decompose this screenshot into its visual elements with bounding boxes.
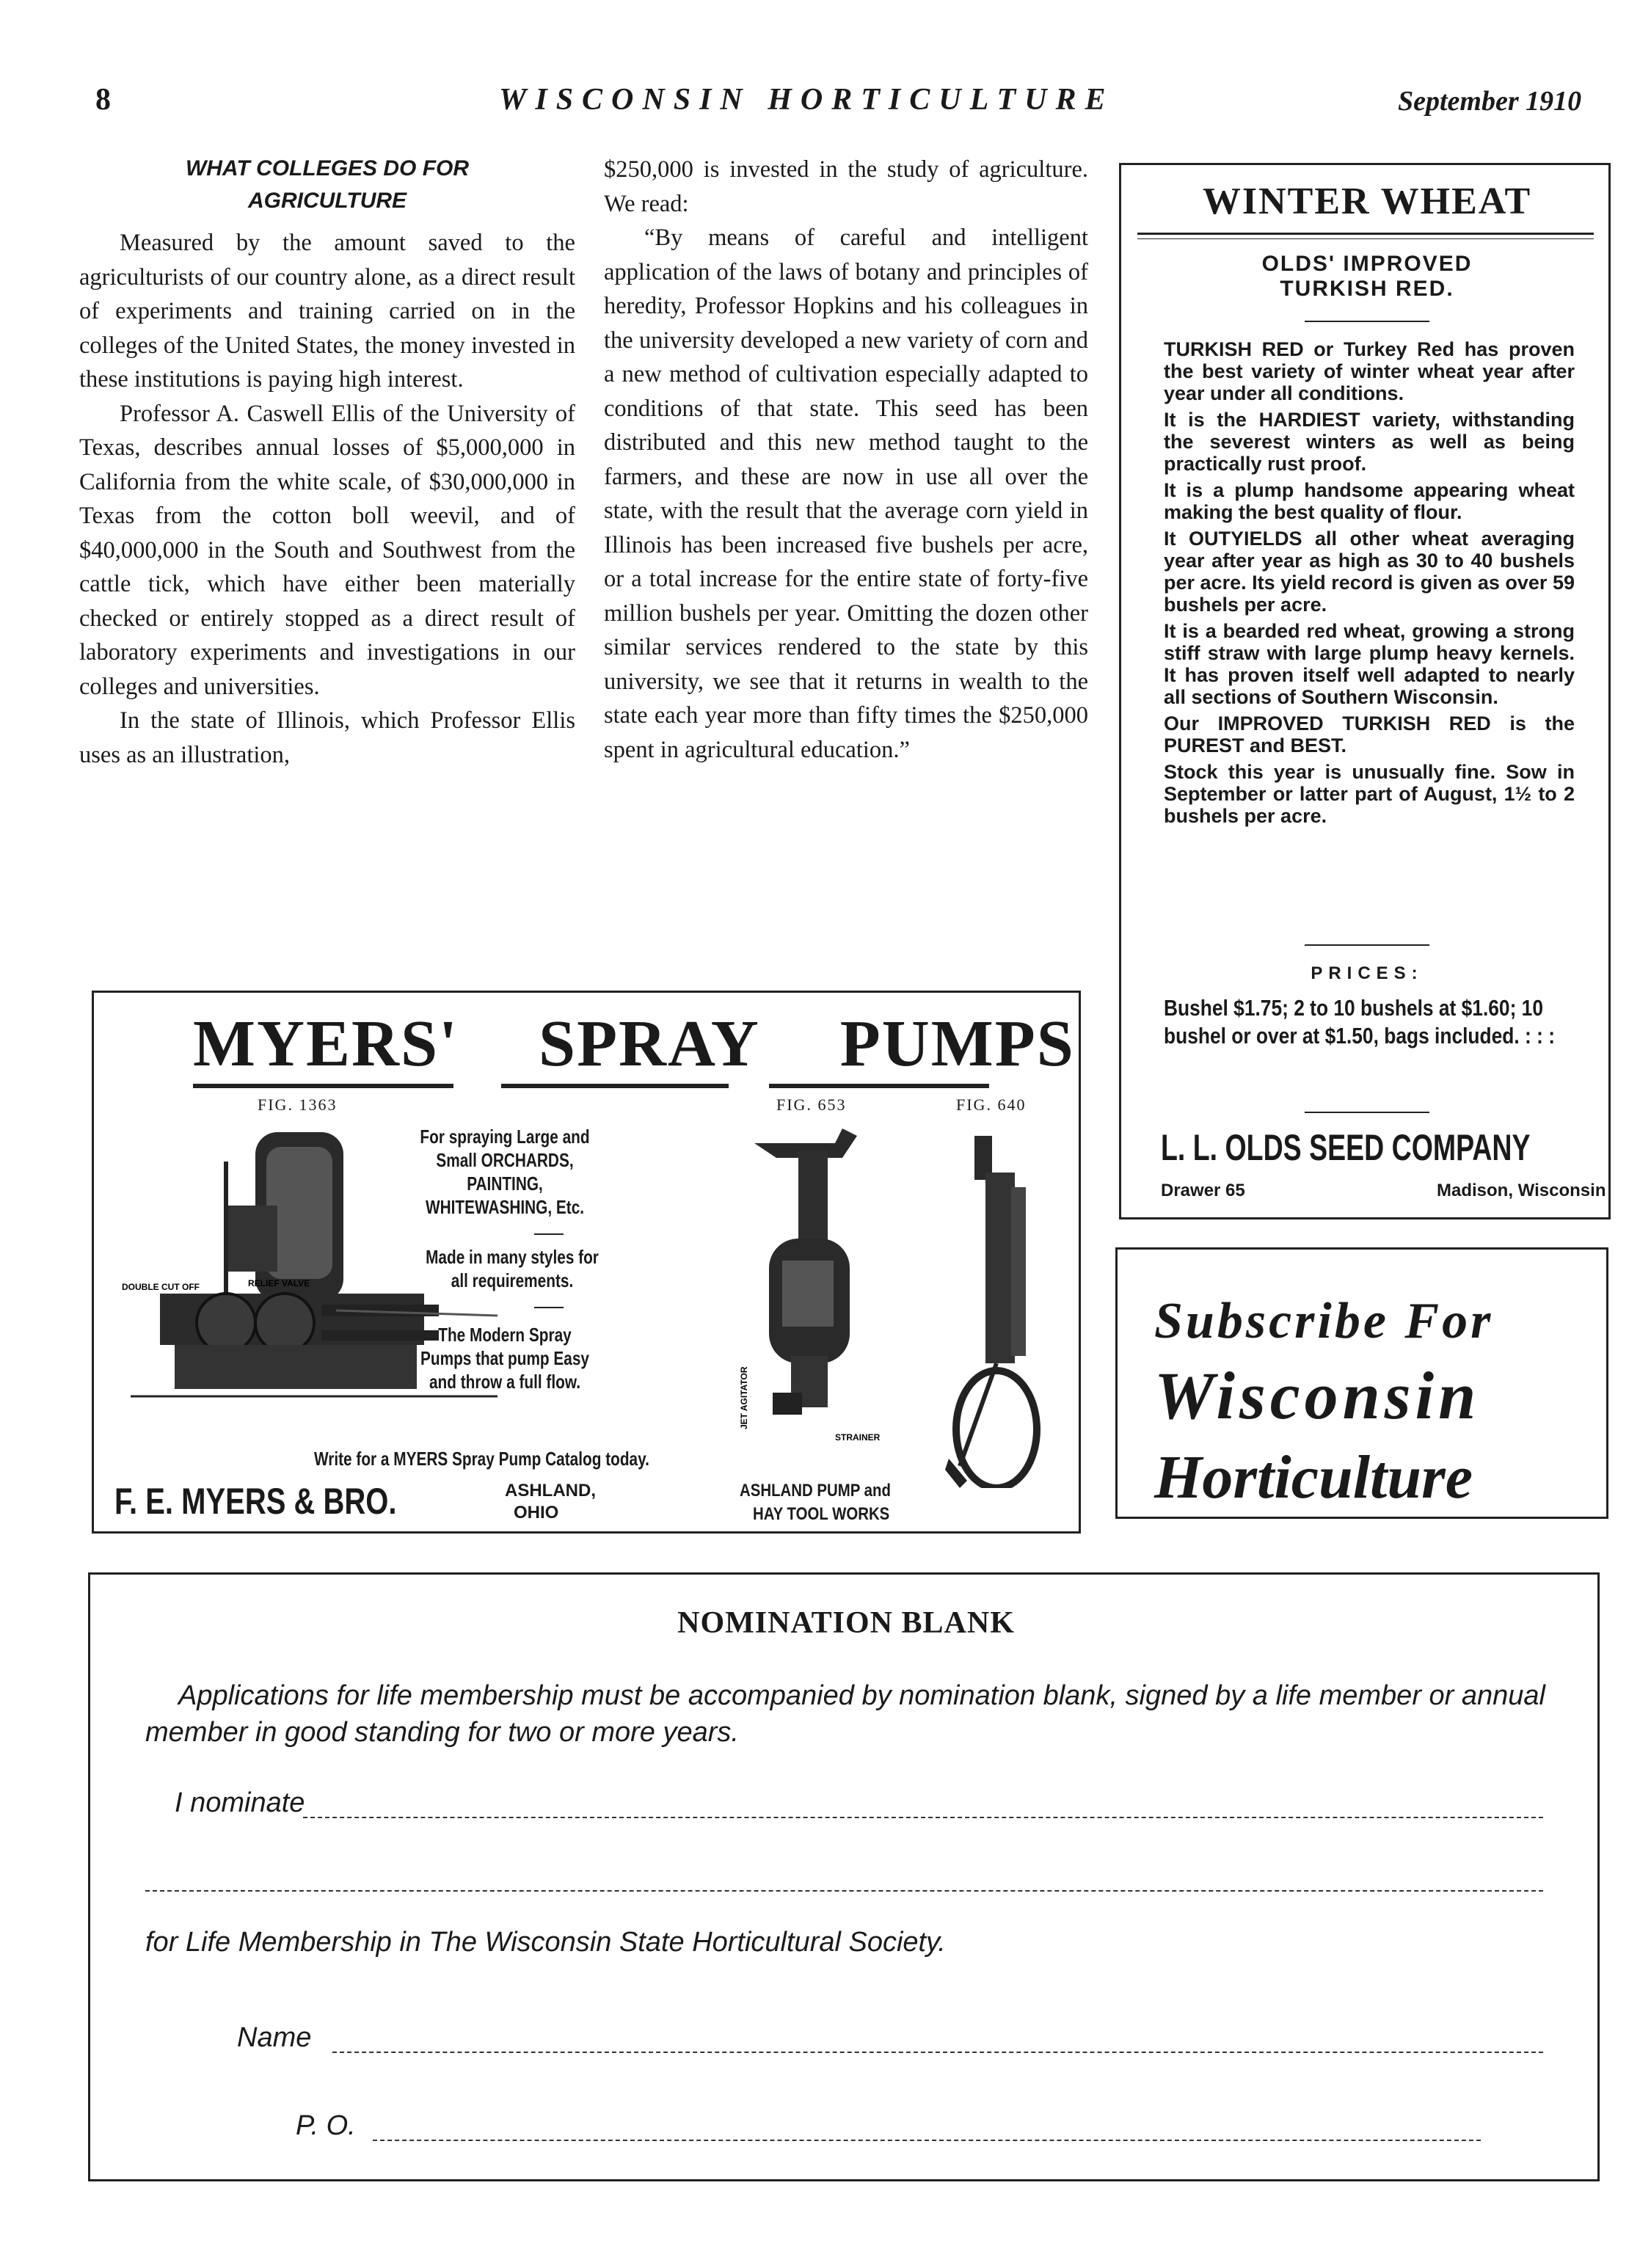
double-cutoff-label: DOUBLE CUT OFF bbox=[122, 1282, 200, 1292]
divider bbox=[1137, 233, 1594, 235]
article-heading-line: AGRICULTURE bbox=[247, 189, 407, 213]
subscribe-line: Wisconsin bbox=[1154, 1358, 1481, 1433]
subscribe-line: Subscribe For bbox=[1154, 1293, 1494, 1349]
jet-agitator-label: JET AGITATOR bbox=[739, 1366, 749, 1429]
myers-copy: Made in many styles for all requirements. bbox=[426, 1246, 599, 1291]
divider bbox=[193, 1084, 453, 1088]
article-paragraph: In the state of Illinois, which Professor Ellis uses as an illustration, bbox=[79, 707, 575, 768]
article-heading bbox=[79, 153, 575, 217]
divider bbox=[1305, 321, 1429, 322]
po-field[interactable] bbox=[373, 2140, 1481, 2141]
divider bbox=[534, 1307, 564, 1308]
figure-label: FIG. 640 bbox=[956, 1095, 1027, 1114]
issue-date: September 1910 bbox=[1398, 86, 1582, 117]
divider bbox=[534, 1233, 564, 1235]
strainer-label: STRAINER bbox=[835, 1432, 881, 1443]
subscribe-ad bbox=[1115, 1247, 1608, 1519]
prices-text: Bushel $1.75; 2 to 10 bushels at $1.60; 10 bushel or over at $1.50, bags included. : : : bbox=[1164, 995, 1555, 1049]
name-field[interactable] bbox=[332, 2052, 1543, 2053]
divider bbox=[1137, 238, 1594, 239]
divider bbox=[769, 1084, 989, 1088]
article-column-middle bbox=[604, 153, 1088, 767]
wheat-subtitle-line: TURKISH RED. bbox=[1280, 277, 1454, 301]
wheat-paragraph: It is a bearded red wheat, growing a strong stiff straw with large plump heavy kernels. It has proven itself well adapted to nearly all sections of Southern Wisconsin. bbox=[1164, 620, 1575, 708]
figure-label: FIG. 1363 bbox=[258, 1095, 338, 1114]
nomination-description: Applications for life membership must be accompanied by nomination blank, signed by a life member or annual member in good standing for two or more years. bbox=[145, 1680, 1545, 1748]
divider bbox=[1305, 1112, 1429, 1113]
myers-copy: For spraying Large and Small ORCHARDS, PAINTING, WHITEWASHING, Etc. bbox=[420, 1126, 590, 1218]
relief-valve-label: RELIEF VALVE bbox=[248, 1278, 310, 1288]
wheat-paragraph: TURKISH RED or Turkey Red has proven the best variety of winter wheat year after year under all conditions. bbox=[1164, 338, 1575, 404]
nominate-label: I nominate bbox=[175, 1787, 305, 1818]
divider bbox=[1305, 944, 1429, 946]
myers-copy: The Modern Spray Pumps that pump Easy and throw a full flow. bbox=[420, 1324, 589, 1393]
wheat-ad-body bbox=[1164, 338, 1575, 831]
winter-wheat-ad bbox=[1119, 163, 1611, 1219]
myers-works: HAY TOOL WORKS bbox=[753, 1504, 890, 1524]
wheat-paragraph: It OUTYIELDS all other wheat averaging year after year as high as 30 to 40 bushels per acre. Its yield record is given as over 59 bushels per acre. bbox=[1164, 528, 1575, 616]
wheat-paragraph: It is a plump handsome appearing wheat making the best quality of flour. bbox=[1164, 479, 1575, 523]
wheat-paragraph: Our IMPROVED TURKISH RED is the PUREST and BEST. bbox=[1164, 712, 1575, 756]
barrel-pump-illustration bbox=[945, 1121, 1048, 1488]
article-paragraph: Measured by the amount saved to the agriculturists of our country alone, as a direct result of experiments and training carried on in the colleges of the United States, the money invested in these institutions is paying high interest. bbox=[79, 230, 575, 393]
membership-line: for Life Membership in The Wisconsin State Horticultural Society. bbox=[145, 1927, 946, 1958]
company-city: Madison, Wisconsin bbox=[1437, 1181, 1606, 1200]
journal-title: WISCONSIN HORTICULTURE bbox=[499, 83, 1115, 117]
article-paragraph: $250,000 is invested in the study of agriculture. We read: bbox=[604, 156, 1088, 217]
article-heading-line: WHAT COLLEGES DO FOR bbox=[185, 156, 470, 181]
wheat-subtitle-line: OLDS' IMPROVED bbox=[1261, 252, 1473, 276]
myers-city: OHIO bbox=[514, 1503, 559, 1523]
wheat-ad-subtitle bbox=[1121, 252, 1613, 302]
prices-label: PRICES: bbox=[1311, 963, 1424, 983]
myers-city: ASHLAND, bbox=[505, 1481, 596, 1501]
myers-pumps-ad bbox=[92, 991, 1081, 1534]
name-label: Name bbox=[237, 2022, 312, 2053]
company-name: L. L. OLDS SEED COMPANY bbox=[1161, 1127, 1531, 1168]
wheat-paragraph: Stock this year is unusually fine. Sow in September or latter part of August, 1½ to 2 bushels per acre. bbox=[1164, 761, 1575, 827]
myers-title-word: PUMPS bbox=[839, 1007, 1075, 1080]
nominee-field[interactable] bbox=[303, 1817, 1543, 1818]
myers-title-word: SPRAY bbox=[539, 1007, 760, 1080]
myers-catalog-line: Write for a MYERS Spray Pump Catalog today. bbox=[314, 1448, 649, 1470]
subscribe-line: Horticulture bbox=[1154, 1443, 1473, 1512]
wheat-paragraph: It is the HARDIEST variety, withstanding the severest winters as well as being practically rust proof. bbox=[1164, 409, 1575, 475]
nominee-field-line2[interactable] bbox=[145, 1890, 1543, 1892]
divider bbox=[501, 1084, 729, 1088]
po-label: P. O. bbox=[296, 2110, 356, 2141]
page-number: 8 bbox=[95, 83, 111, 117]
wheat-ad-title: WINTER WHEAT bbox=[1202, 181, 1532, 222]
myers-works: ASHLAND PUMP and bbox=[740, 1481, 891, 1501]
article-paragraph: Professor A. Caswell Ellis of the University of Texas, describes annual losses of $5,000,000 in California from the white scale, of $30,000,000 in Texas from the cotton boll weevil, and of $40,000,000 in the South and Southwest from the cattle tick, which have either been materially checked or entirely stopped as a direct result of laboratory experiments and investigations in our colleges and universities. bbox=[79, 400, 575, 700]
company-drawer: Drawer 65 bbox=[1161, 1181, 1245, 1200]
nomination-title: NOMINATION BLANK bbox=[677, 1606, 1015, 1640]
nomination-blank bbox=[88, 1572, 1600, 2181]
hand-pump-illustration bbox=[725, 1121, 886, 1444]
article-column-left bbox=[79, 226, 575, 772]
figure-label: FIG. 653 bbox=[776, 1095, 847, 1114]
article-paragraph: “By means of careful and intelligent application of the laws of botany and principles of heredity, Professor Hopkins and his colleagues in the university developed a new variety of corn and a new method of cultivation especially adapted to conditions of that state. This seed has been distributed and this new method taught to the farmers, and these are now in use all over the state, with the result that the average corn yield in Illinois has been increased five bushels per acre, or a total increase for the entire state of forty-five million bushels per year. Omitting the dozen other similar services rendered to the state by this university, we see that it returns in wealth to the state each year more than fifty times the $250,000 spent in agricultural education.” bbox=[604, 225, 1088, 763]
myers-firm-name: F. E. MYERS & BRO. bbox=[114, 1481, 397, 1522]
myers-ad-title bbox=[193, 1006, 1075, 1082]
myers-title-word: MYERS' bbox=[193, 1007, 459, 1080]
